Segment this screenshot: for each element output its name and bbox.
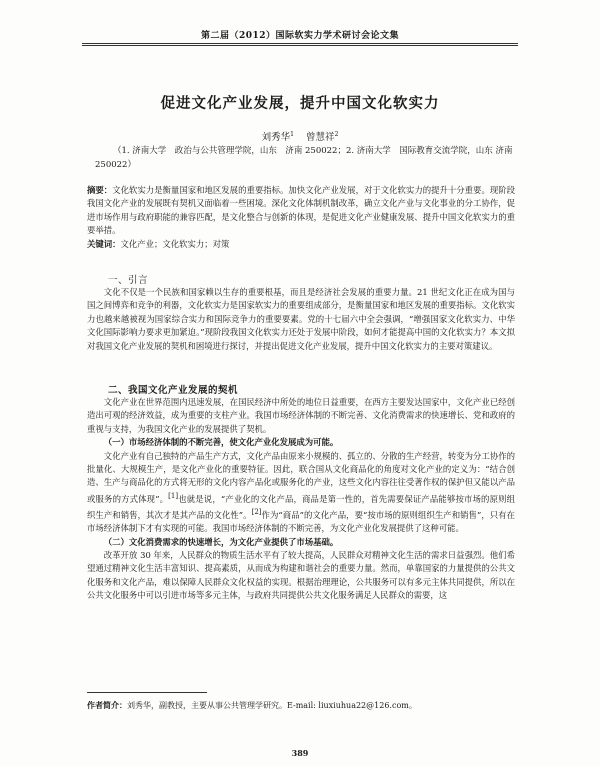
subsection-2-paragraph: 改革开放 30 年来，人民群众的物质生活水平有了较大提高，人民群众对精神文化生活的需求日益强烈。他们希望通过精神文化生活丰富知识、提高素质，从而成为构建和谐社会的重要力量。然而，单靠国家的力量提供的公共文化服务和文化产品，难以保障人民群众文化权益的实现。根据治理理论，公共服务可以有多元主体共同提供，所以在公共文化服务中可以引进市场等多元主体，与政府共同提供公共文化服务满足人民群众的需要，这 [87,550,515,601]
author-name: 曾慧祥 [306,132,335,143]
footnote-rule [87,692,207,693]
subsection-1-text-a: 文化产业有自己独特的产品生产方式，文化产品由原来小规模的、孤立的、分散的生产经营，转变为分工协作的批量化、大规模生产，是文化产业化的重要特征。因此，联合国从文化商品化的角度对文化产业的定义为：“结合创造、生产与商品化的方式将无形的文化内容产品化或服务化的产业，这些文化内容往往受著作权的保护但又能以产品或服务的方式体现”。 [87,450,515,504]
author-line [0,129,600,143]
keywords-paragraph [87,238,515,251]
footnote-text: 刘秀华，副教授，主要从事公共管理学研究。E-mail: liuxiuhua22@126.com。 [127,701,417,710]
abstract-label: 摘要： [87,185,113,195]
subsection-1-paragraph [87,450,515,536]
section-1-paragraph: 文化不仅是一个民族和国家赖以生存的重要根基，而且是经济社会发展的重要力量。21 世纪文化正在成为国与国之间博弈和竞争的利器，文化软实力是国家软实力的重要组成部分，是衡量国家和地区发展的重要指标。文化软实力也越来越被视为国家综合实力和国际竞争力的重要要素。党的十七届六中全会强调，“增强国家文化软实力、中华文化国际影响力要求更加紧迫。”现阶段我国文化软实力还处于发展中阶段，如何才能提高中国的文化软实力？本文拟对我国文化产业发展的契机和困境进行探讨，并提出促进文化产业发展，提升中国文化软实力的主要对策建议。 [87,287,515,351]
abstract-block [87,184,515,251]
affiliation: （1. 济南大学 政治与公共管理学院，山东 济南 250022；2. 济南大学 国际教育交流学院，山东 济南 250022） [95,146,513,170]
citation: [1] [168,491,179,500]
author-mark: 2 [334,130,339,138]
subsection-1-heading: （一）市场经济体制的不断完善，使文化产业化发展成为可能。 [103,437,339,448]
subsection-1-text-b: 也就是说，“产业化的文化产品，商品是第一性的，首先需要保证产品能够按市场的原则组织生产和销售，其次才是其产品的文化性”。 [87,493,516,520]
abstract-paragraph [87,184,515,238]
footnote [87,700,527,711]
paper-title: 促进文化产业发展，提升中国文化软实力 [160,95,440,112]
section-2-body [87,396,515,603]
header-rule [82,43,518,46]
keywords-label: 关键词： [87,238,121,249]
subsection-1-text-c: 作为“商品”的文化产品，要“按市场的原则组织生产和销售”，只有在市场经济体制下才有实现的可能。我国市场经济体制的不断完善，为文化产业化发展提供了这种可能。 [87,509,516,534]
keywords-text: 文化产业；文化软实力；对策 [120,238,230,249]
author-mark: 1 [290,130,294,138]
subsection-2-heading: （二）文化消费需求的快速增长，为文化产业提供了市场基础。 [103,536,339,547]
page-number: 389 [291,748,309,758]
section-2-paragraph: 文化产业在世界范围内迅速发展，在国民经济中所处的地位日益重要，在西方主要发达国家中，文化产业已经创造出可观的经济效益，成为重要的支柱产业。我国市场经济体制的不断完善、文化消费需求的快速增长、党和政府的重视与支持，为我国文化产业的发展提供了契机。 [87,397,515,434]
section-1-heading: 一、引言 [108,275,149,286]
running-header: 第二届（2012）国际软实力学术研讨会论文集 [200,31,400,41]
section-1-body [87,286,515,353]
author-name: 刘秀华 [261,132,291,143]
footnote-label: 作者简介： [87,700,127,710]
citation: [2] [251,508,262,517]
abstract-text: 文化软实力是衡量国家和地区发展的重要指标。加快文化产业发展，对于文化软实力的提升十分重要。现阶段我国文化产业的发展既有契机又面临着一些困境。深化文化体制机制改革，确立文化产业与文化事业的分工协作，促进市场作用与政府职能的兼容匹配，是文化整合与创新的体现，是促进文化产业健康发展、提升中国文化软实力的重要举措。 [87,185,516,236]
section-2-heading: 二、我国文化产业发展的契机 [108,385,239,396]
